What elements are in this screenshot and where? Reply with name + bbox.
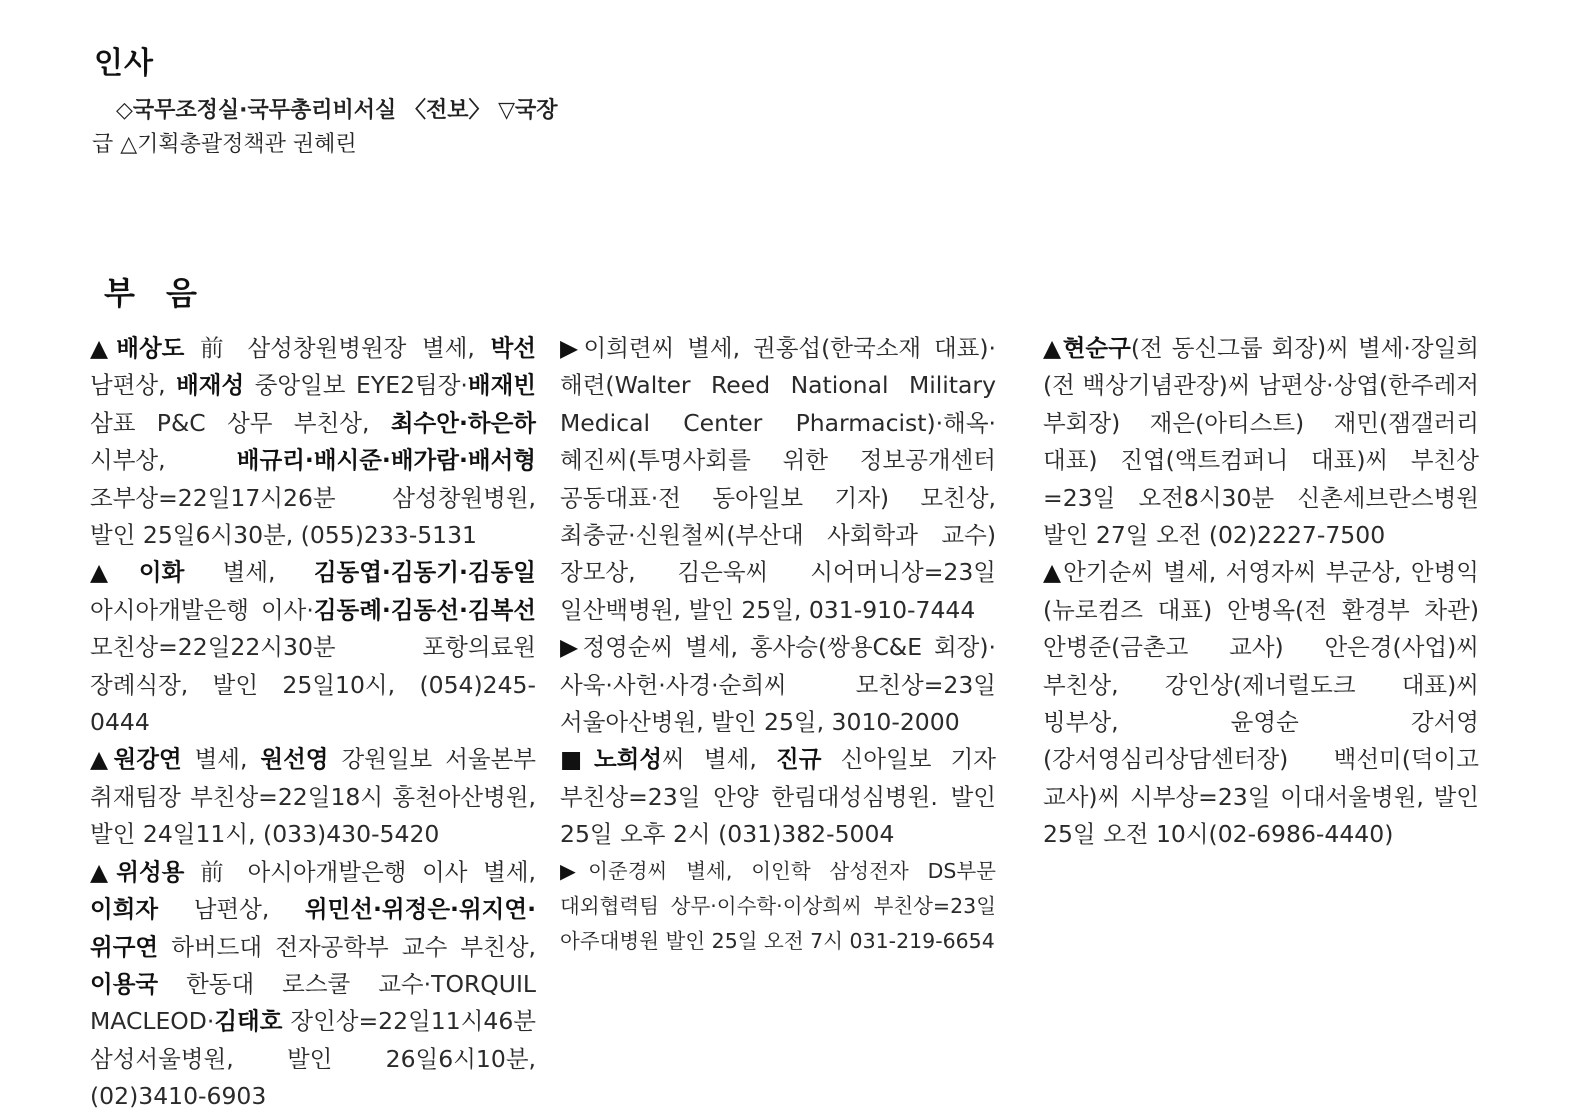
entry-name: 배재빈 [467,371,537,400]
obituary-entry [560,741,996,853]
entry-text: (전 동신그룹 회장)씨 별세·장일희(전 백상기념관장)씨 남편상·상엽(한주레저 부회장) 재은(아티스트) 재민(잼갤러리 대표) 진엽(액트컴퍼니 대표)씨 부친상=23일 오전8시30분 신촌세브란스병원 발인 27일 오전 (02)2227-7500 [1043,334,1479,550]
entry-name: 노희성 [593,745,663,774]
entry-text: 씨 별세, [662,745,776,774]
entry-text: 남편상, [90,371,177,400]
entry-name: 위민선·위정은·위지연·위구연 [90,895,536,961]
personnel-notice-line-1: ◇국무조정실·국무총리비서실 〈전보〉 ▽국장 [116,98,558,123]
entry-text: 前 아시아개발은행 이사 별세, [184,857,536,886]
obituary-entry [90,854,536,1116]
entry-text: 아시아개발은행 이사· [90,595,314,624]
obituary-entry [560,330,996,629]
entry-name: 배상도 [116,334,185,362]
entry-text: 한동대 로스쿨 교수·TORQUIL MACLEOD· [90,969,536,1036]
entry-name: 원선영 [260,745,329,774]
entry-marker: ▲ [90,857,117,886]
entry-name: 현순구 [1062,334,1131,362]
obituary-column-2 [560,330,996,959]
entry-marker: ■ [560,745,594,774]
entry-name: 김동엽·김동기·김동일 [313,558,536,587]
personnel-notice-line-2: 급 △기획총괄정책관 권혜린 [92,132,357,157]
obituary-column-3 [1043,330,1479,854]
entry-marker: ▶ [560,858,589,883]
entry-name: 이화 [138,558,185,587]
entry-name: 이희자 [90,895,159,924]
entry-name: 김태호 [214,1007,283,1036]
obituary-entry [90,741,536,853]
entry-name: 김동례·김동선·김복선 [313,595,536,624]
entry-text: 前 삼성창원병원장 별세, [184,334,491,362]
entry-text: 정영순씨 별세, 홍사승(쌍용C&E 회장)·사욱·사헌·사경·순희씨 모친상=23일 서울아산병원, 발인 25일, 3010-2000 [560,633,996,737]
obituary-section-title: 부 음 [104,274,207,312]
entry-text: 별세, [181,745,261,774]
entry-marker: ▶ [560,633,583,662]
entry-name: 배재성 [176,371,245,400]
obituary-column-1 [90,330,536,1116]
entry-text: 장인상=22일11시46분 삼성서울병원, 발인 26일6시10분, (02)3410-6903 [90,1007,536,1111]
entry-name: 최수안·하은하 [390,408,536,437]
personnel-section-title: 인사 [94,46,154,81]
entry-name: 이용국 [90,969,159,998]
entry-name: 위성용 [116,857,185,886]
entry-text: 모친상=22일22시30분 포항의료원 장례식장, 발인 25일10시, (054)245-0444 [90,633,536,737]
entry-marker: ▲ [90,558,139,587]
entry-text: 시부상, [90,446,237,475]
entry-marker: ▲ [90,745,114,774]
entry-text: 하버드대 전자공학부 교수 부친상, [158,932,536,961]
obituary-entry [1043,554,1479,853]
obituary-entry [90,330,536,554]
obituary-entry [560,854,996,959]
obituary-entry [1043,330,1479,554]
entry-text: 신아일보 기자 부친상=23일 안양 한림대성심병원. 발인 25일 오후 2시 (031)382-5004 [560,745,996,849]
entry-text: 안기순씨 별세, 서영자씨 부군상, 안병익(뉴로컴즈 대표) 안병옥(전 환경부 차관) 안병준(금촌고 교사) 안은경(사업)씨 부친상, 강인상(제너럴도크 대표)씨 빙부상, 윤영순 강서영(강서영심리상담센터장) 백선미(덕이고 교사)씨 시부상=23일 이대서울병원, 발인 25일 오전 10시(02-6986-4440) [1043,558,1479,849]
entry-text: 중앙일보 EYE2팀장· [244,371,468,400]
entry-text: 삼표 P&C 상무 부친상, [90,408,391,437]
entry-marker: ▲ [1043,558,1064,587]
entry-marker: ▲ [90,334,117,362]
entry-text: 강원일보 서울본부 취재팀장 부친상=22일18시 홍천아산병원, 발인 24일11시, (033)430-5420 [90,745,536,849]
obituary-entry [90,554,536,741]
entry-marker: ▶ [560,334,584,362]
entry-marker: ▲ [1043,334,1063,362]
entry-text: 조부상=22일17시26분 삼성창원병원, 발인 25일6시30분, (055)233-5131 [90,483,536,550]
entry-text: 이희련씨 별세, 권홍섭(한국소재 대표)·해련(Walter Reed National Military Medical Center Pharmacist)·해옥·혜진씨(투명사회를 위한 정보공개센터 공동대표·전 동아일보 기자) 모친상, 최충균·신원철씨(부산대 사회학과 교수) 장모상, 김은욱씨 시어머니상=23일 일산백병원, 발인 25일, 031-910-7444 [560,334,997,624]
entry-text: 이준경씨 별세, 이인학 삼성전자 DS부문 대외협력팀 상무·이수학·이상희씨 부친상=23일 아주대병원 발인 25일 오전 7시 031-219-6654 [560,858,996,953]
entry-name: 박선 [490,334,536,362]
personnel-notice [92,94,558,162]
entry-text: 남편상, [158,895,305,924]
entry-name: 진규 [776,745,822,774]
entry-name: 배규리·배시준·배가람·배서형 [236,446,536,475]
entry-text: 별세, [184,558,314,587]
obituary-entry [560,629,996,741]
entry-name: 원강연 [113,745,182,774]
